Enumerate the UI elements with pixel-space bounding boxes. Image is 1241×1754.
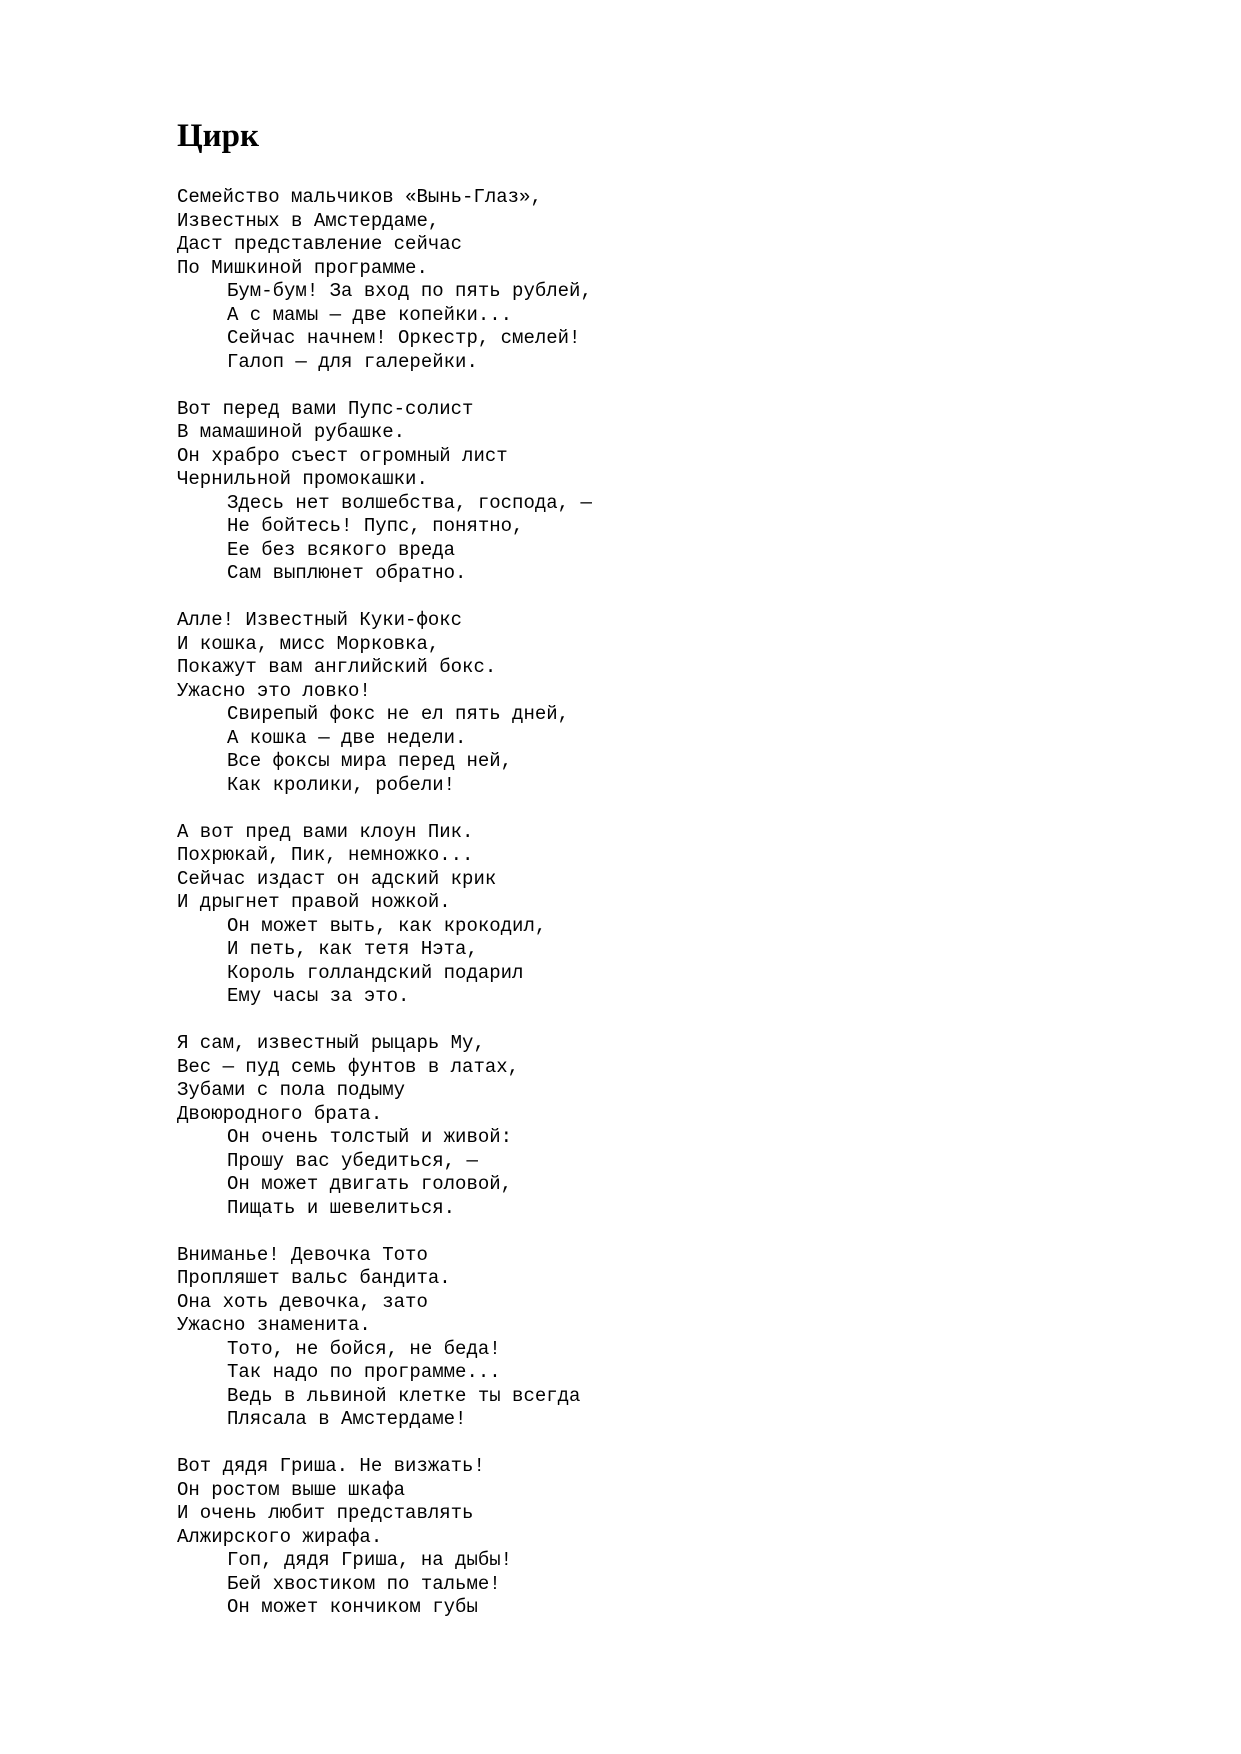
poem-line: Как кролики, робели! [227, 773, 456, 796]
stanza-gap [177, 1220, 1177, 1244]
poem-line: Ему часы за это. [227, 985, 410, 1007]
poem-line: Не бойтесь! Пупс, понятно, [227, 515, 524, 537]
poem-title: Цирк [177, 118, 260, 154]
poem-line: А вот пред вами клоун Пик. [177, 820, 474, 843]
stanza [177, 1244, 1177, 1432]
poem-line: Он храбро съест огромный лист [177, 444, 508, 467]
poem-line: Ведь в львиной клетке ты всегда [227, 1384, 581, 1407]
poem-line: Вниманье! Девочка Тото [177, 1243, 428, 1266]
poem-line: Вот перед вами Пупс-солист [177, 397, 474, 420]
poem-line: А с мамы — две копейки... [227, 303, 513, 326]
poem-body [177, 186, 1177, 1620]
poem-line: Пищать и шевелиться. [227, 1196, 456, 1219]
poem-line: Сейчас издаст он адский крик [177, 867, 497, 890]
poem-line: Похрюкай, Пик, немножко... [177, 844, 474, 866]
poem-line: Пропляшет вальс бандита. [177, 1267, 451, 1289]
poem-line: Алле! Известный Куки-фокс [177, 609, 463, 631]
poem-line: Он может кончиком губы [227, 1596, 478, 1618]
poem-line: И петь, как тетя Нэта, [227, 938, 478, 960]
poem-line: Так надо по программе... [227, 1361, 501, 1383]
poem-line: Гоп, дядя Гриша, на дыбы! [227, 1549, 513, 1571]
poem-line: Он ростом выше шкафа [177, 1478, 406, 1501]
poem-line: Семейство мальчиков «Вынь-Глаз», [177, 186, 542, 208]
poem-line: Прошу вас убедиться, — [227, 1149, 478, 1172]
stanza-gap [177, 1432, 1177, 1456]
poem-line: Галоп — для галерейки. [227, 350, 478, 373]
stanza-gap [177, 797, 1177, 821]
poem-line: Он может двигать головой, [227, 1173, 513, 1195]
stanza-gap [177, 586, 1177, 610]
poem-line: Покажут вам английский бокс. [177, 656, 497, 678]
poem-line: Сейчас начнем! Оркестр, смелей! [227, 327, 581, 349]
poem-line: И дрыгнет правой ножкой. [177, 891, 451, 913]
poem-line: Зубами с пола подыму [177, 1079, 406, 1101]
poem-line: Плясала в Амстердаме! [227, 1408, 467, 1430]
poem-line: Бум-бум! За вход по пять рублей, [227, 280, 592, 302]
poem-line: Даст представление сейчас [177, 233, 463, 255]
poem-line: Вот дядя Гриша. Не визжать! [177, 1455, 485, 1477]
poem-line: Вес — пуд семь фунтов в латах, [177, 1055, 520, 1078]
poem-line: А кошка — две недели. [227, 726, 467, 749]
stanza [177, 821, 1177, 1009]
poem-line: Алжирского жирафа. [177, 1525, 383, 1548]
stanza [177, 186, 1177, 374]
stanza [177, 1455, 1177, 1620]
poem-line: В мамашиной рубашке. [177, 421, 406, 443]
poem-line: Чернильной промокашки. [177, 468, 428, 490]
poem-line: Известных в Амстердаме, [177, 209, 440, 232]
poem-line: Король голландский подарил [227, 961, 524, 984]
poem-line: Он может выть, как крокодил, [227, 914, 547, 937]
poem-line: Он очень толстый и живой: [227, 1126, 513, 1148]
poem-line: И очень любит представлять [177, 1502, 474, 1524]
stanza [177, 398, 1177, 586]
poem-line: Ужасно знаменита. [177, 1314, 371, 1336]
poem-line: И кошка, мисс Морковка, [177, 632, 440, 655]
poem-line: Здесь нет волшебства, господа, — [227, 491, 592, 514]
stanza-gap [177, 1009, 1177, 1033]
poem-line: Двоюродного брата. [177, 1102, 383, 1125]
poem-line: Ужасно это ловко! [177, 679, 371, 702]
poem-line: Я сам, известный рыцарь Му, [177, 1032, 485, 1054]
poem-line: Ее без всякого вреда [227, 538, 456, 561]
stanza [177, 609, 1177, 797]
poem-line: По Мишкиной программе. [177, 256, 428, 279]
poem-line: Бей хвостиком по тальме! [227, 1572, 501, 1595]
poem-line: Сам выплюнет обратно. [227, 562, 467, 584]
stanza-gap [177, 374, 1177, 398]
poem-line: Она хоть девочка, зато [177, 1290, 428, 1313]
poem-line: Все фоксы мира перед ней, [227, 750, 513, 772]
stanza [177, 1032, 1177, 1220]
poem-line: Тото, не бойся, не беда! [227, 1337, 501, 1360]
poem-line: Свирепый фокс не ел пять дней, [227, 703, 570, 725]
